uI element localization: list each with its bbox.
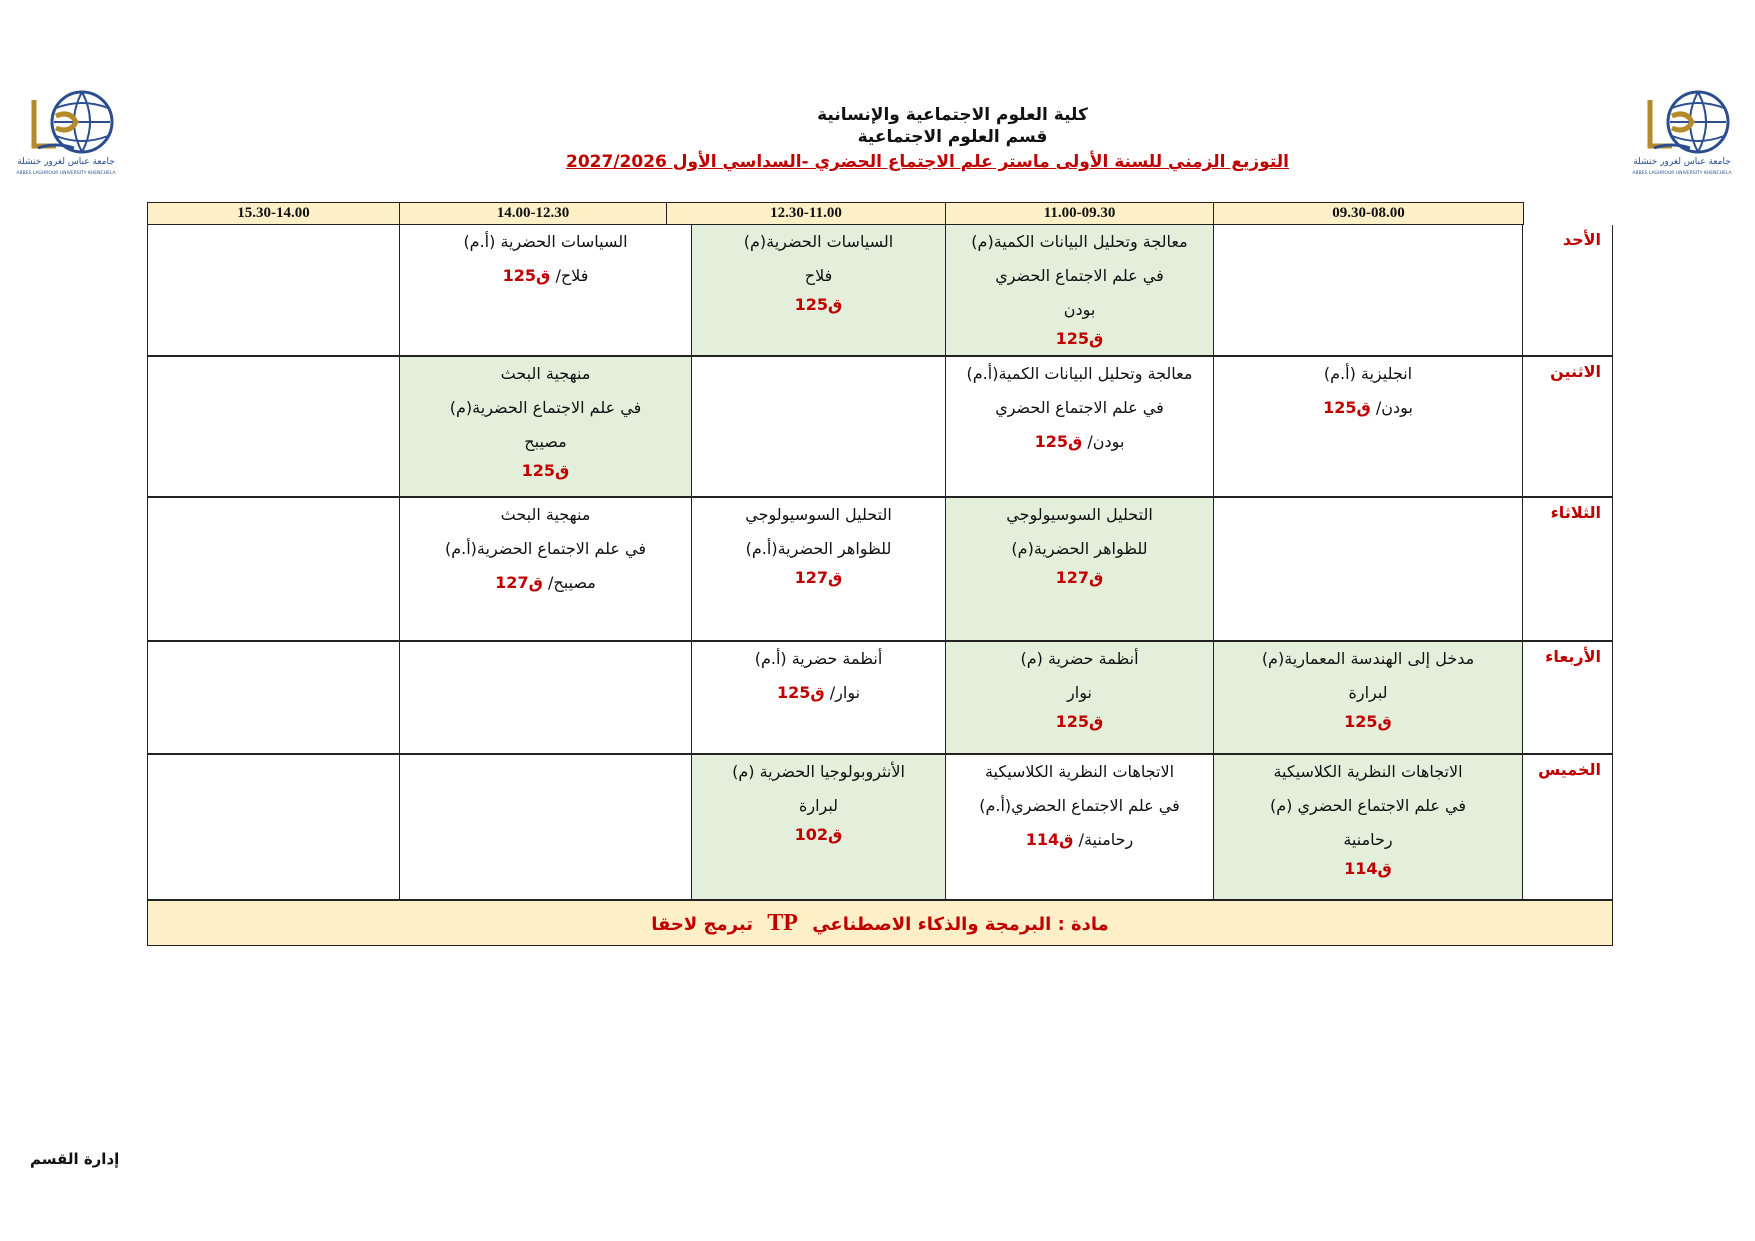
time-slot-2: 11.00-09.30: [945, 202, 1214, 225]
time-slot-3: 12.30-11.00: [666, 202, 946, 225]
course-line: [400, 259, 691, 293]
room-number: ق102: [794, 825, 843, 844]
schedule-cell: [945, 498, 1213, 640]
logo-caption: جامعة عباس لغرور خنشلة: [17, 157, 115, 167]
logo-caption-en: ABBES LAGHROUR UNIVERSITY KHENCHELA: [16, 171, 116, 176]
course-line: لبرارة: [1348, 683, 1388, 702]
room-number: ق125: [1055, 712, 1104, 731]
course-line: في علم الاجتماع الحضري (م): [1269, 796, 1467, 815]
footer-tp: TP: [767, 910, 798, 936]
room-number: ق125: [776, 683, 825, 702]
schedule-cell: [691, 498, 945, 640]
footer-suffix: تبرمج لاحقا: [651, 914, 753, 935]
day-row: [147, 642, 1613, 755]
schedule-cell: [147, 225, 399, 355]
room-number: ق125: [1344, 712, 1392, 731]
time-slot-4: 14.00-12.30: [399, 202, 667, 225]
day-row: [147, 755, 1613, 903]
room-number: ق125: [1034, 432, 1083, 451]
schedule-cell: [399, 357, 691, 496]
room-number: ق125: [502, 266, 551, 285]
schedule-cell: [1213, 498, 1522, 640]
room-number: ق127: [1055, 568, 1104, 587]
course-line: في علم الاجتماع الحضرية(أ.م): [445, 539, 646, 558]
course-line: أنظمة حضرية (م): [1020, 649, 1139, 668]
teacher-name: مصيبح/: [547, 573, 596, 592]
schedule-cell: [399, 755, 691, 901]
footer-subject: مادة : البرمجة والذكاء الاصطناعي: [812, 914, 1109, 935]
course-line: التحليل السوسيولوجي: [1006, 505, 1153, 524]
course-line: لبرارة: [798, 796, 839, 815]
course-line: منهجية البحث: [500, 505, 591, 524]
course-line: السياسات الحضرية (أ.م): [463, 232, 628, 251]
course-line: مصيبح: [524, 432, 567, 451]
teacher-name: بودن/: [1375, 398, 1413, 417]
room-number: ق127: [495, 573, 543, 592]
schedule-cell: [945, 755, 1213, 901]
room-number: ق125: [1323, 398, 1371, 417]
course-line: [946, 425, 1213, 459]
course-line: [692, 676, 945, 710]
course-line: منهجية البحث: [500, 364, 591, 383]
course-line: مدخل إلى الهندسة المعمارية(م): [1261, 649, 1475, 668]
schedule-cell: [1213, 357, 1522, 496]
course-line: التحليل السوسيولوجي: [745, 505, 892, 524]
course-line: [400, 566, 691, 600]
schedule-cell: [1213, 755, 1522, 901]
teacher-name: فلاح/: [555, 266, 589, 285]
footer-note: [147, 899, 1613, 946]
course-line: رحامنية: [1343, 830, 1393, 849]
schedule-cell: [945, 642, 1213, 753]
schedule-title: التوزيع الزمني للسنة الأولى ماستر علم الاجتماع الحضري -السداسي الأول 2027/2026: [566, 152, 1289, 172]
course-line: في علم الاجتماع الحضري: [995, 266, 1164, 285]
schedule-cell: [691, 225, 945, 355]
schedule-cell: [691, 755, 945, 901]
course-line: أنظمة حضرية (أ.م): [754, 649, 883, 668]
course-line: للظواهر الحضرية(أ.م): [745, 539, 892, 558]
logo-caption: جامعة عباس لغرور خنشلة: [1633, 157, 1731, 167]
schedule-cell: [147, 357, 399, 496]
course-line: معالجة وتحليل البيانات الكمية(م): [971, 232, 1188, 251]
course-line: في علم الاجتماع الحضرية(م): [449, 398, 642, 417]
schedule-cell: [945, 225, 1213, 355]
room-number: ق114: [1025, 830, 1074, 849]
day-label: الاثنين: [1522, 357, 1613, 496]
schedule-cell: [147, 755, 399, 901]
schedule-cell: [691, 357, 945, 496]
course-line: انجليزية (أ.م): [1323, 364, 1413, 383]
teacher-name: بودن/: [1087, 432, 1125, 451]
room-number: ق127: [794, 568, 843, 587]
time-slot-1: 09.30-08.00: [1213, 202, 1524, 225]
schedule-cell: [945, 357, 1213, 496]
day-row: [147, 357, 1613, 498]
teacher-name: نوار/: [829, 683, 861, 702]
room-number: ق125: [1055, 329, 1104, 348]
course-line: السياسات الحضرية(م): [743, 232, 894, 251]
schedule-cell: [1213, 225, 1522, 355]
document-header: [0, 104, 1755, 174]
course-line: نوار: [1067, 683, 1092, 702]
course-line: الاتجاهات النظرية الكلاسيكية: [1273, 762, 1463, 781]
course-line: بودن: [1063, 300, 1096, 319]
course-line: معالجة وتحليل البيانات الكمية(أ.م): [966, 364, 1193, 383]
room-number: ق125: [794, 295, 843, 314]
course-line: الأنثروبولوجيا الحضرية (م): [732, 762, 905, 781]
room-number: ق125: [521, 461, 570, 480]
day-row: [147, 225, 1613, 357]
course-line: في علم الاجتماع الحضري(أ.م): [979, 796, 1180, 815]
course-line: فلاح: [804, 266, 833, 285]
course-line: [946, 823, 1213, 857]
room-number: ق114: [1344, 859, 1392, 878]
time-slot-5: 15.30-14.00: [147, 202, 400, 225]
day-label: الثلاثاء: [1522, 498, 1613, 640]
day-label: الأحد: [1522, 225, 1613, 355]
schedule-cell: [147, 498, 399, 640]
teacher-name: رحامنية/: [1078, 830, 1134, 849]
day-row: [147, 498, 1613, 642]
day-label: الأربعاء: [1522, 642, 1613, 753]
course-line: للظواهر الحضرية(م): [1011, 539, 1148, 558]
department-name: قسم العلوم الاجتماعية: [857, 127, 1048, 147]
schedule-cell: [399, 498, 691, 640]
schedule-cell: [691, 642, 945, 753]
course-line: الاتجاهات النظرية الكلاسيكية: [984, 762, 1175, 781]
schedule-cell: [147, 642, 399, 753]
schedule-cell: [399, 642, 691, 753]
course-line: في علم الاجتماع الحضري: [995, 398, 1164, 417]
faculty-name: كلية العلوم الاجتماعية والإنسانية: [817, 105, 1088, 125]
logo-caption-en: ABBES LAGHROUR UNIVERSITY KHENCHELA: [1632, 171, 1732, 176]
day-label: الخميس: [1522, 755, 1613, 901]
schedule-cell: [399, 225, 691, 355]
department-administration: إدارة القسم: [30, 1150, 120, 1168]
course-line: [1214, 391, 1522, 425]
schedule-cell: [1213, 642, 1522, 753]
